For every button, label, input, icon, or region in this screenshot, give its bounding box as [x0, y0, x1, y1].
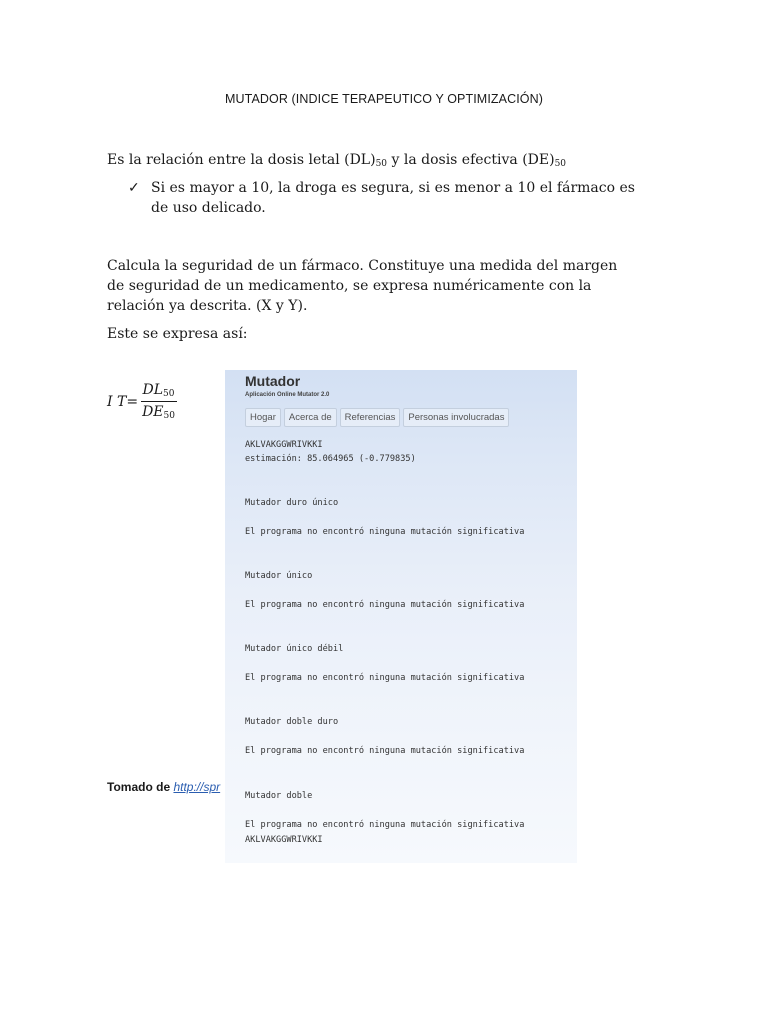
formula-equals: =: [126, 393, 139, 410]
safety-paragraph: Calcula la seguridad de un fármaco. Constituye una medida del margen de seguridad de un medicamento, se expresa numéricamente con la relación ya descrita. (X y Y).: [107, 258, 618, 314]
app-subtitle: Aplicación Online Mutator 2.0: [245, 392, 330, 398]
definition-text-1: Es la relación entre la dosis letal (DL): [107, 152, 376, 168]
section-heading: Mutador doble: [245, 791, 313, 801]
sequence-text: AKLVAKGGWRIVKKI: [245, 440, 323, 450]
formula-numerator: [141, 382, 177, 402]
section-heading: Mutador único débil: [245, 644, 344, 654]
therapeutic-index-formula: [107, 382, 177, 421]
nav-about[interactable]: Acerca de: [284, 408, 337, 427]
trailing-sequence: AKLVAKGGWRIVKKI: [245, 835, 323, 845]
nav-people[interactable]: Personas involucradas: [403, 408, 509, 427]
formula-fraction: [140, 382, 177, 421]
section-result: El programa no encontró ninguna mutación significativa: [245, 673, 525, 683]
section-heading: Mutador doble duro: [245, 717, 339, 727]
dl-subscript: 50: [375, 159, 388, 169]
document-title: MUTADOR (INDICE TERAPEUTICO Y OPTIMIZACIÓN): [225, 92, 543, 106]
section-heading: Mutador duro único: [245, 498, 339, 508]
nav-references[interactable]: Referencias: [340, 408, 401, 427]
bullet-item: [128, 178, 648, 218]
source-label: Tomado de: [107, 780, 174, 794]
formula-lhs: I T: [107, 393, 127, 410]
mutador-screenshot: [225, 370, 577, 863]
app-nav: [245, 408, 509, 427]
section-result: El programa no encontró ninguna mutación significativa: [245, 527, 525, 537]
definition-text-2: y la dosis efectiva (DE): [387, 152, 555, 168]
section-heading: Mutador único: [245, 571, 313, 581]
bullet-text: Si es mayor a 10, la droga es segura, si es menor a 10 el fármaco es de uso delicado.: [151, 180, 635, 216]
denominator-subscript: 50: [163, 411, 175, 421]
source-citation: [107, 780, 220, 794]
estimation-text: estimación: 85.064965 (-0.779835): [245, 454, 416, 464]
numerator-symbol: DL: [142, 382, 164, 398]
formula-denominator: [140, 402, 177, 421]
definition-paragraph: [107, 150, 667, 174]
expression-intro: Este se expresa así:: [107, 326, 248, 342]
nav-home[interactable]: Hogar: [245, 408, 281, 427]
section-result: El programa no encontró ninguna mutación significativa: [245, 600, 525, 610]
checkmark-icon: ✓: [128, 180, 140, 196]
source-link[interactable]: http://spr: [173, 780, 221, 794]
app-title: Mutador: [245, 373, 301, 389]
denominator-symbol: DE: [142, 404, 164, 420]
numerator-subscript: 50: [163, 389, 175, 399]
de-subscript: 50: [554, 159, 567, 169]
section-result: El programa no encontró ninguna mutación significativa: [245, 746, 525, 756]
section-result: El programa no encontró ninguna mutación significativa: [245, 820, 525, 830]
